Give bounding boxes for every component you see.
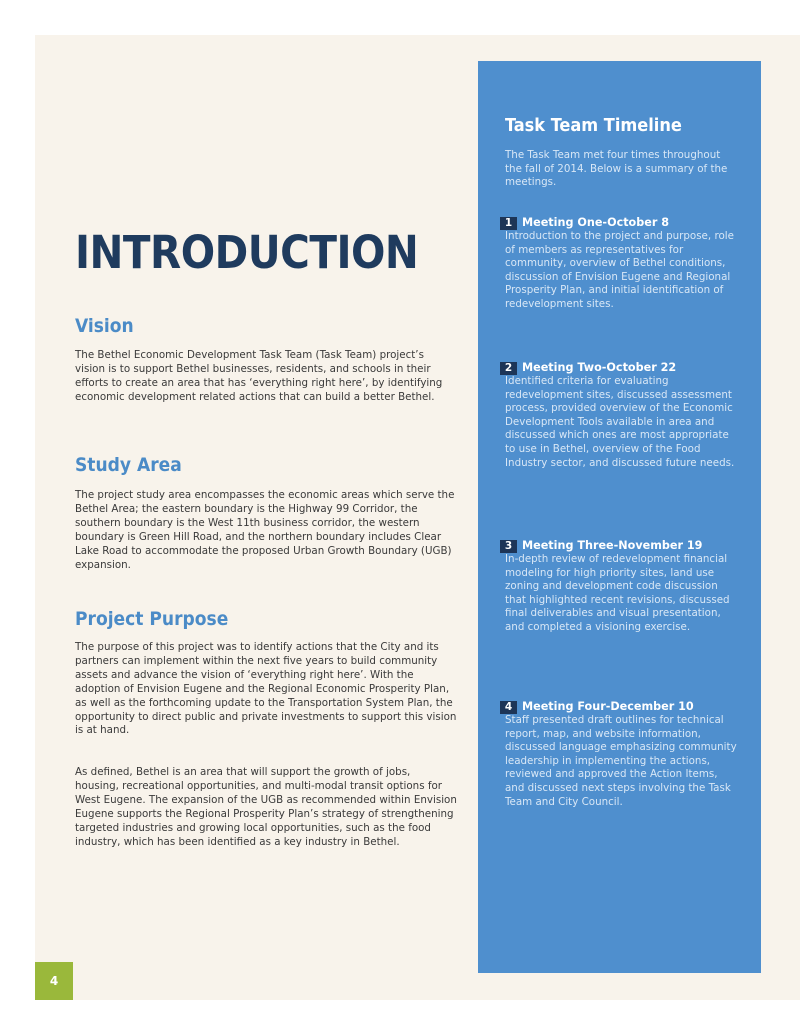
meeting-title: Meeting Two-October 22 xyxy=(522,361,677,374)
meeting-item xyxy=(500,216,740,312)
meeting-number-badge: 4 xyxy=(500,701,517,714)
vision-body: The Bethel Economic Development Task Team (Task Team) project’s vision is to support Bethel businesses, residents, and schools in their efforts to create an area that has ‘everything right here’, by identifying economic development related actions that can build a better Bethel. xyxy=(75,349,443,403)
meeting-header xyxy=(500,700,740,714)
sidebar-intro: The Task Team met four times throughout the fall of 2014. Below is a summary of the meetings. xyxy=(505,149,728,189)
page-number: 4 xyxy=(35,962,73,1000)
meeting-description: In-depth review of redevelopment financial modeling for high priority sites, land use zoning and development code discussion that highlighted recent revisions, discussed final deliverables and visual presentation, and completed a visioning exercise. xyxy=(505,553,730,633)
meeting-item xyxy=(500,700,740,809)
project-purpose-paragraph-1: The purpose of this project was to identify actions that the City and its partners can implement within the next five years to build community assets and advance the vision of ‘everything right here’. With the adoption of Envision Eugene and the Regional Economic Prosperity Plan, as well as the forthcoming update to the Transportation System Plan, the opportunity to direct public and private investments to support this vision is at hand. xyxy=(75,641,457,737)
meeting-title: Meeting Three-November 19 xyxy=(522,539,703,552)
meeting-header xyxy=(500,539,740,553)
meeting-description: Staff presented draft outlines for technical report, map, and website information, discussed language emphasizing community leadership in implementing the actions, reviewed and approved the Action Items, and discussed next steps involving the Task Team and City Council. xyxy=(505,714,737,808)
meeting-header xyxy=(500,361,740,375)
meeting-item xyxy=(500,361,740,470)
timeline-sidebar xyxy=(478,61,761,973)
meeting-title: Meeting One-October 8 xyxy=(522,216,670,229)
meeting-number-badge: 3 xyxy=(500,540,517,553)
meeting-description: Introduction to the project and purpose, role of members as representatives for community, overview of Bethel conditions, discussion of Envision Eugene and Regional Prosperity Plan, and initial identification of redevelopment sites. xyxy=(505,230,734,310)
project-purpose-heading: Project Purpose xyxy=(75,608,229,630)
page-title: INTRODUCTION xyxy=(75,226,419,279)
sidebar-title: Task Team Timeline xyxy=(505,115,682,136)
study-area-heading: Study Area xyxy=(75,454,182,476)
project-purpose-paragraph-2: As defined, Bethel is an area that will support the growth of jobs, housing, recreational opportunities, and multi-modal transit options for West Eugene. The expansion of the UGB as recommended within Envision Eugene supports the Regional Prosperity Plan’s strategy of strengthening targeted industries and growing local opportunities, such as the food industry, which has been identified as a key industry in Bethel. xyxy=(75,766,457,848)
meeting-item xyxy=(500,539,740,635)
vision-heading: Vision xyxy=(75,315,134,337)
meeting-title: Meeting Four-December 10 xyxy=(522,700,694,713)
study-area-body: The project study area encompasses the economic areas which serve the Bethel Area; the eastern boundary is the Highway 99 Corridor, the southern boundary is the West 11th business corridor, the western boundary is Green Hill Road, and the northern boundary includes Clear Lake Road to accommodate the proposed Urban Growth Boundary (UGB) expansion. xyxy=(75,489,455,571)
page xyxy=(35,35,800,1000)
meeting-description: Identified criteria for evaluating redevelopment sites, discussed assessment process, provided overview of the Economic Development Tools available in area and discussed which ones are most appropriate to use in Bethel, overview of the Food Industry sector, and discussed future needs. xyxy=(505,375,735,469)
meeting-number-badge: 1 xyxy=(500,217,517,230)
meeting-number-badge: 2 xyxy=(500,362,517,375)
meeting-header xyxy=(500,216,740,230)
